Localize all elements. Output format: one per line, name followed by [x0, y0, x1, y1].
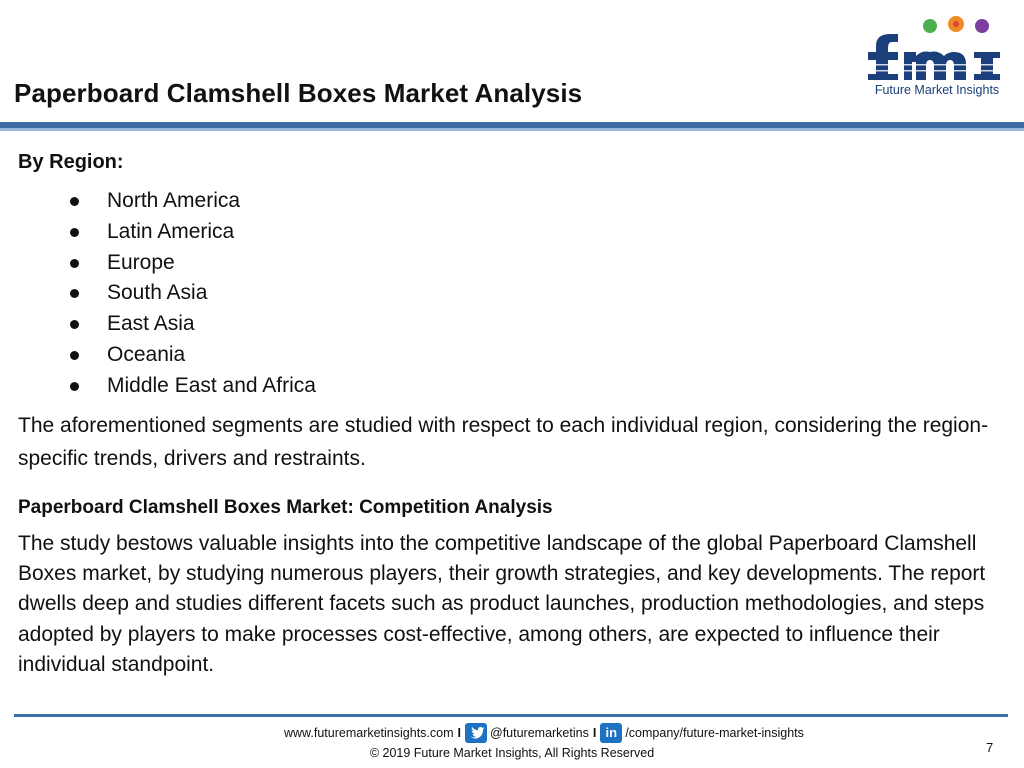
twitter-handle[interactable]: @futuremarketins: [490, 726, 589, 740]
header-divider-light: [0, 128, 1024, 131]
copyright: © 2019 Future Market Insights, All Rights Reserved: [369, 746, 655, 760]
footer: [0, 722, 1024, 746]
region-label: Middle East and Africa: [107, 373, 316, 397]
region-list-item: [18, 371, 1008, 402]
competition-paragraph: The study bestows valuable insights into the competitive landscape of the global Paperboard Clamshell Boxes market, by studying numerous players, their growth strategies, and key developments. The report dwells deep and studies different facets such as product launches, production methodologies, and steps adopted by players to make processes cost-effective, among others, are expected to influence their individual standpoint.: [18, 531, 986, 677]
bullet-icon: [70, 228, 79, 237]
region-list-item: [18, 217, 1008, 248]
footer-separator: I: [592, 726, 597, 740]
bullet-icon: [70, 289, 79, 298]
bullet-icon: [70, 197, 79, 206]
footer-links: [284, 722, 804, 744]
region-list-item: [18, 186, 1008, 217]
region-heading: By Region:: [18, 151, 124, 173]
region-label: East Asia: [107, 312, 195, 336]
slide-content: [18, 148, 1008, 681]
region-label: Oceania: [107, 342, 186, 366]
region-label: Latin America: [107, 219, 235, 243]
footer-separator: I: [457, 726, 461, 740]
logo-caption: Future Market Insights: [874, 83, 1000, 97]
linkedin-icon[interactable]: in: [600, 723, 622, 743]
region-list-item: [18, 340, 1008, 371]
page-number: 7: [986, 740, 994, 755]
region-paragraph: The aforementioned segments are studied with respect to each individual region, considering the region-specific trends, drivers and restraints.: [18, 413, 989, 470]
website-link[interactable]: www.futuremarketinsights.com: [284, 726, 454, 740]
slide-title: Paperboard Clamshell Boxes Market Analysis: [14, 78, 583, 108]
twitter-icon[interactable]: [465, 723, 487, 743]
region-label: North America: [107, 189, 241, 212]
bullet-icon: [70, 320, 79, 329]
logo-green-dot-icon: [923, 19, 937, 33]
region-list-item: [18, 278, 1008, 309]
region-label: Europe: [107, 250, 175, 274]
region-list-item: [18, 248, 1008, 279]
region-label: South Asia: [107, 281, 208, 305]
linkedin-link[interactable]: /company/future-market-insights: [625, 726, 804, 740]
bullet-icon: [70, 259, 79, 268]
competition-heading: Paperboard Clamshell Boxes Market: Competition Analysis: [18, 496, 553, 518]
region-list: [18, 186, 1008, 402]
region-list-item: [18, 309, 1008, 340]
twitter-bird-icon: [465, 723, 487, 743]
footer-divider: [14, 714, 1008, 717]
bullet-icon: [70, 351, 79, 360]
fmi-logo-mark: [862, 12, 1012, 84]
logo-purple-dot-icon: [975, 19, 989, 33]
bullet-icon: [70, 382, 79, 391]
fmi-logo: [862, 12, 1012, 100]
